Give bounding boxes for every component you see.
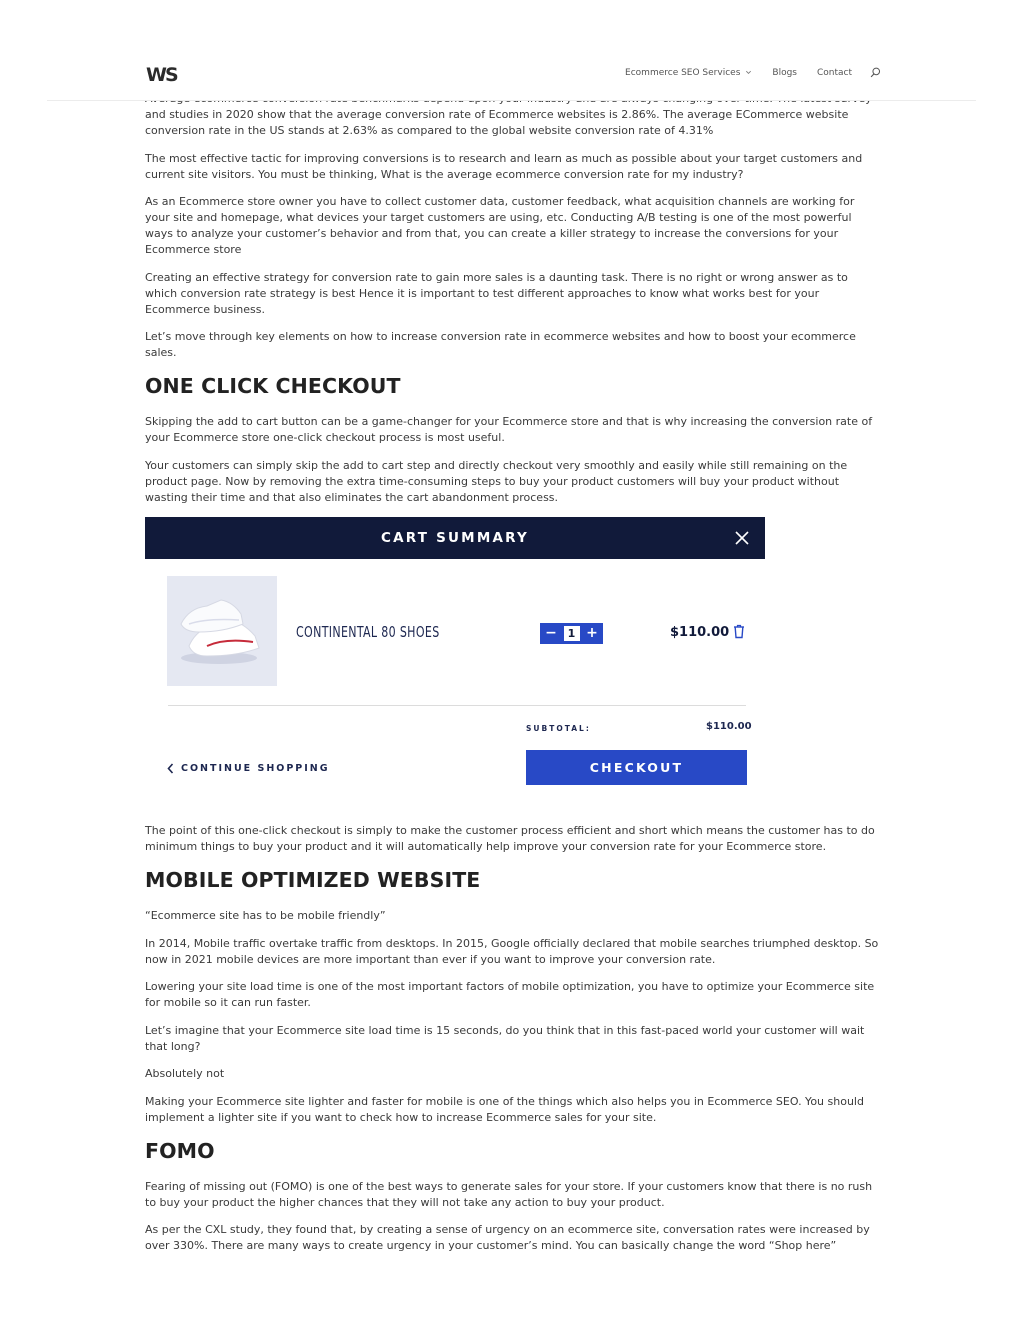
chevron-left-icon (167, 763, 174, 774)
continue-shopping-label: CONTINUE SHOPPING (181, 763, 330, 774)
main-nav (625, 67, 881, 78)
nav-item-label: Ecommerce SEO Services (625, 67, 741, 78)
product-name: CONTINENTAL 80 SHOES (296, 623, 440, 641)
chevron-down-icon (745, 69, 752, 76)
nav-item-ecommerce-seo-services[interactable] (625, 68, 752, 78)
section-paragraph: Fearing of missing out (FOMO) is one of the best ways to generate sales for your store. If your customers know that there is no rush to buy your product the higher chances that they will not take any action to buy your product. (145, 1179, 873, 1209)
product-price: $110.00 (670, 625, 730, 640)
nav-item-label: Contact (816, 67, 852, 78)
section-paragraph: The point of this one-click checkout is simply to make the customer process efficient and short which means the customer has to do minimum things to buy your product and it will automatically help improve your conversion rate for your Ecommerce store. (145, 824, 875, 853)
qty-increase-button: + (586, 625, 598, 641)
sneaker-product-image (167, 576, 277, 686)
qty-decrease-button: − (545, 625, 557, 641)
intro-paragraph: The most effective tactic for improving conversions is to research and learn as much as possible about your target customers and current site visitors. You must be thinking, What is the average ecommerce conversion rate for my industry? (145, 151, 863, 181)
intro-paragraph: Let’s move through key elements on how to increase conversion rate in ecommerce websites and how to boost your ecommerce sales. (145, 330, 856, 359)
section-paragraph: “Ecommerce site has to be mobile friendly” (145, 909, 386, 922)
cart-summary-title: CART SUMMARY (381, 530, 529, 546)
section-heading-one-click-checkout: ONE CLICK CHECKOUT (145, 374, 401, 398)
nav-item-blogs[interactable] (772, 68, 797, 78)
section-paragraph: Let’s imagine that your Ecommerce site load time is 15 seconds, do you think that in this fast-paced world your customer will wait that long? (145, 1023, 865, 1053)
subtotal-label: SUBTOTAL: (526, 724, 591, 733)
section-paragraph: Skipping the add to cart button can be a game-changer for your Ecommerce store and that is why increasing the conversion rate of your Ecommerce store one-click checkout process is most useful. (145, 415, 873, 444)
intro-paragraph: Creating an effective strategy for conversion rate to gain more sales is a daunting task. There is no right or wrong answer as to which conversion rate strategy is best Hence it is important to test different approaches to know what works best for your Ecommerce business. (145, 270, 848, 316)
subtotal-value: $110.00 (706, 721, 752, 732)
qty-value: 1 (564, 626, 580, 641)
close-icon (734, 530, 750, 546)
site-logo[interactable] (146, 64, 178, 84)
article-body (145, 91, 882, 1266)
logo-text: WS (146, 64, 177, 84)
section-paragraph: Absolutely not (145, 1067, 225, 1080)
nav-item-label: Blogs (772, 67, 797, 78)
trash-icon (733, 624, 745, 639)
cart-divider (168, 705, 746, 706)
section-paragraph: Your customers can simply skip the add to cart step and directly checkout very smoothly and easily while still remaining on the product page. Now by removing the extra time-consuming steps to buy your product customers will buy your product without wasting their time and that also eliminates the cart abandonment process. (145, 458, 848, 504)
section-paragraph: Making your Ecommerce site lighter and faster for mobile is one of the things which also helps you in Ecommerce SEO. You should implement a lighter site if you want to check how to increase Ecommerce sales for your site. (145, 1094, 864, 1124)
section-paragraph: As per the CXL study, they found that, by creating a sense of urgency on an ecommerce site, conversation rates were increased by over 330%. There are many ways to create urgency in your customer’s mind. You can basically change the word “Shop here” (145, 1223, 870, 1252)
search-icon[interactable] (870, 67, 881, 78)
cart-summary-image (145, 517, 765, 797)
quantity-stepper (540, 623, 603, 644)
site-header (0, 0, 1024, 101)
checkout-button: CHECKOUT (526, 750, 747, 785)
section-heading-mobile-optimized-website: MOBILE OPTIMIZED WEBSITE (145, 868, 481, 892)
section-paragraph: In 2014, Mobile traffic overtake traffic from desktops. In 2015, Google officially declared that mobile searches triumphed desktop. So now in 2021 mobile devices are more important than ever if you want to improve your conversion rate. (145, 936, 879, 966)
header-divider (47, 100, 976, 101)
intro-paragraph: and studies in 2020 show that the average conversion rate of Ecommerce websites is 2.86%. The average ECommerce website conversion rate in the US stands at 2.63% as compared to the global website conversion rate of 4.31% (145, 108, 849, 137)
section-paragraph: Lowering your site load time is one of the most important factors of mobile optimization, you have to optimize your Ecommerce site for mobile so it can run faster. (145, 980, 875, 1009)
intro-paragraph: As an Ecommerce store owner you have to collect customer data, customer feedback, what acquisition channels are working for your site and homepage, what devices your target customers are using, etc. Conducting A/B testing is one of the most powerful ways to analyze your customer’s behavior and from that, you can create a killer strategy to increase the conversions for your Ecommerce store (145, 195, 855, 256)
nav-item-contact[interactable] (817, 68, 852, 78)
continue-shopping-link (167, 763, 330, 774)
section-heading-fomo: FOMO (145, 1138, 215, 1163)
